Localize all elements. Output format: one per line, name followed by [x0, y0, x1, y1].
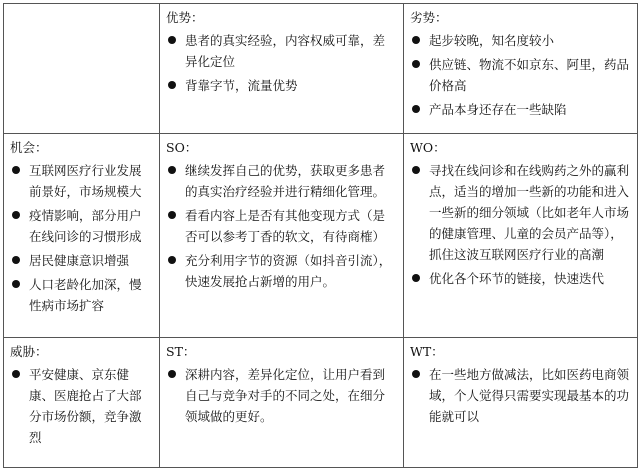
bullet-icon — [168, 81, 176, 89]
weaknesses-list — [410, 30, 631, 120]
list-item: 患者的真实经验，内容权威可靠，差异化定位 — [166, 30, 397, 72]
so-header: SO： — [166, 140, 198, 155]
list-item: 充分利用字节的资源（如抖音引流），快速发展抢占新增的用户。 — [166, 250, 397, 292]
wo-list — [410, 160, 631, 289]
bullet-icon — [12, 280, 20, 288]
st-list — [166, 364, 397, 427]
list-item: 人口老龄化加深，慢性病市场扩容 — [10, 274, 153, 316]
opportunities-list — [10, 160, 153, 316]
list-item: 深耕内容，差异化定位，让用户看到自己与竞争对手的不同之处，在细分领域做的更好。 — [166, 364, 397, 427]
swot-row-threats — [4, 338, 638, 468]
list-item: 优化各个环节的链接，快速迭代 — [410, 268, 631, 289]
bullet-icon — [168, 256, 176, 264]
bullet-icon — [12, 166, 20, 174]
bullet-icon — [412, 274, 420, 282]
wt-header: WT： — [410, 344, 444, 359]
weaknesses-header: 劣势： — [410, 10, 448, 25]
threats-list — [10, 364, 153, 448]
st-header: ST： — [166, 344, 196, 359]
so-cell — [160, 134, 404, 338]
list-item: 居民健康意识增强 — [10, 250, 153, 271]
strengths-header: 优势： — [166, 10, 204, 25]
list-item: 平安健康、京东健康、医鹿抢占了大部分市场份额，竞争激烈 — [10, 364, 153, 448]
list-item: 供应链、物流不如京东、阿里，药品价格高 — [410, 54, 631, 96]
wo-cell — [404, 134, 638, 338]
bullet-icon — [168, 211, 176, 219]
bullet-icon — [412, 36, 420, 44]
so-list — [166, 160, 397, 292]
swot-row-opportunities — [4, 134, 638, 338]
bullet-icon — [168, 370, 176, 378]
list-item: 起步较晚，知名度较小 — [410, 30, 631, 51]
bullet-icon — [12, 211, 20, 219]
wt-list — [410, 364, 631, 427]
bullet-icon — [168, 36, 176, 44]
bullet-icon — [412, 105, 420, 113]
list-item: 疫情影响，部分用户在线问诊的习惯形成 — [10, 205, 153, 247]
threats-header: 威胁： — [10, 344, 48, 359]
list-item: 产品本身还存在一些缺陷 — [410, 99, 631, 120]
swot-table — [3, 3, 638, 468]
strengths-list — [166, 30, 397, 96]
bullet-icon — [12, 370, 20, 378]
list-item: 互联网医疗行业发展前景好，市场规模大 — [10, 160, 153, 202]
bullet-icon — [168, 166, 176, 174]
list-item: 在一些地方做减法，比如医药电商领域，个人觉得只需要实现最基本的功能就可以 — [410, 364, 631, 427]
list-item: 寻找在线问诊和在线购药之外的赢利点，适当的增加一些新的功能和进入一些新的细分领域（比如老年人市场的健康管理、儿童的会员产品等），抓住这波互联网医疗行业的高潮 — [410, 160, 631, 265]
strengths-cell — [160, 4, 404, 134]
wt-cell — [404, 338, 638, 468]
swot-row-header — [4, 4, 638, 134]
bullet-icon — [412, 166, 420, 174]
threats-cell — [4, 338, 160, 468]
wo-header: WO： — [410, 140, 446, 155]
opportunities-header: 机会： — [10, 140, 48, 155]
weaknesses-cell — [404, 4, 638, 134]
corner-cell — [4, 4, 160, 134]
list-item: 背靠字节，流量优势 — [166, 75, 397, 96]
bullet-icon — [12, 256, 20, 264]
opportunities-cell — [4, 134, 160, 338]
list-item: 看看内容上是否有其他变现方式（是否可以参考丁香的软文，有待商榷） — [166, 205, 397, 247]
st-cell — [160, 338, 404, 468]
list-item: 继续发挥自己的优势，获取更多患者的真实治疗经验并进行精细化管理。 — [166, 160, 397, 202]
bullet-icon — [412, 370, 420, 378]
bullet-icon — [412, 60, 420, 68]
